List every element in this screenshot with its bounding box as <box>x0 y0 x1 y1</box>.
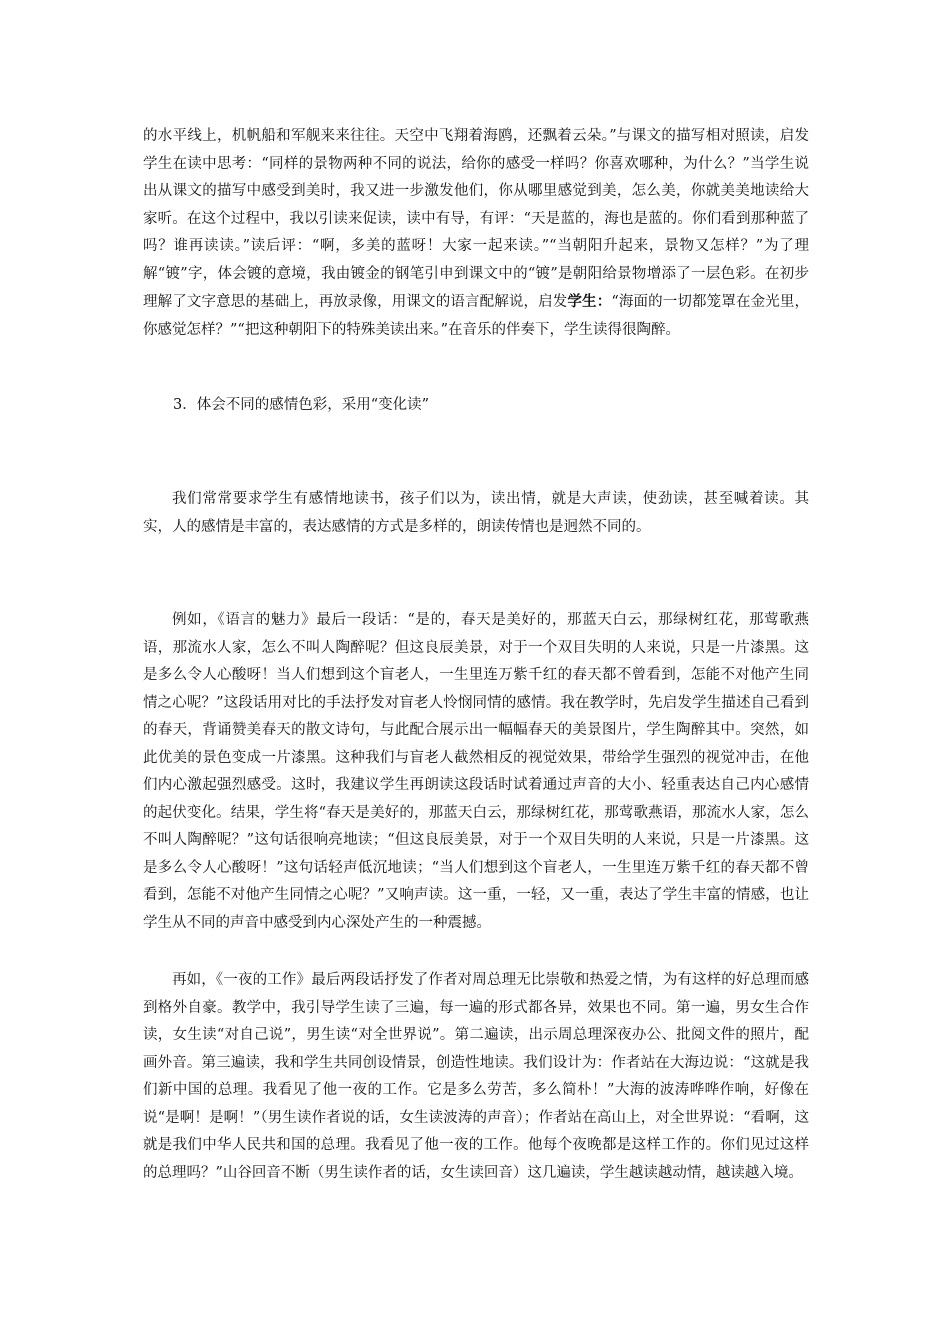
paragraph-1-text-a: 的水平线上，机帆船和军舰来来往往。天空中飞翔着海鸥，还飘着云朵。”与课文的描写相对照读，启发学生在读中思考：“同样的景物两种不同的说法，给你的感受一样吗？你喜欢哪种，为什么？”当学生说出从课文的描写中感受到美时，我又进一步激发他们，你从哪里感觉到美，怎么美，你就美美地读给大家听。在这个过程中，我以引读来促读，读中有导，有评：“天是蓝的，海也是蓝的。你们看到那种蓝了吗？谁再读读。”读后评：“啊，多美的蓝呀！大家一起来读。”“当朝阳升起来，景物又怎样？”为了理解“镀”字，体会镀的意境，我由镀金的钢笔引申到课文中的“镀”是朝阳给景物增添了一层色彩。在初步理解了文字意思的基础上，再放录像，用课文的语言配解说，启发 <box>143 128 809 310</box>
paragraph-4: 再如，《一夜的工作》最后两段话抒发了作者对周总理无比崇敬和热爱之情，为有这样的好总理而感到格外自豪。教学中，我引导学生读了三遍，每一遍的形式都各异，效果也不同。第一遍，男女生合作读，女生读“对自己说”，男生读“对全世界说”。第二遍读，出示周总理深夜办公、批阅文件的照片，配画外音。第三遍读，我和学生共同创设情景，创造性地读。我们设计为：作者站在大海边说：“这就是我们新中国的总理。我看见了他一夜的工作。它是多么劳苦，多么简朴！”大海的波涛哗哗作响，好像在说“是啊！是啊！”（男生读作者说的话，女生读波涛的声音）；作者站在高山上，对全世界说：“看啊，这就是我们中华人民共和国的总理。我看见了他一夜的工作。他每个夜晚都是这样工作的。你们见过这样的总理吗？”山谷回音不断（男生读作者的话，女生读回音）这几遍读，学生越读越动情，越读越入境。 <box>143 972 810 1181</box>
paragraph-1 <box>143 123 809 344</box>
paragraph-1-bold-text: 学生： <box>567 293 612 310</box>
section-heading-3: 3．体会不同的感情色彩，采用“变化读” <box>173 397 430 413</box>
paragraph-3: 例如，《语言的魅力》最后一段话：“是的，春天是美好的，那蓝天白云，那绿树红花，那莺歌燕语，那流水人家，怎么不叫人陶醉呢？但这良辰美景，对于一个双目失明的人来说，只是一片漆黑。这是多么令人心酸呀！当人们想到这个盲老人，一生里连万紫千红的春天都不曾看到，怎能不对他产生同情之心呢？”这段话用对比的手法抒发对盲老人怜悯同情的感情。我在教学时，先启发学生描述自己看到的春天，背诵赞美春天的散文诗句，与此配合展示出一幅幅春天的美景图片，学生陶醉其中。突然，如此优美的景色变成一片漆黑。这种我们与盲老人截然相反的视觉效果，带给学生强烈的视觉冲击，在他们内心激起强烈感受。这时，我建议学生再朗读这段话时试着通过声音的大小、轻重表达自己内心感情的起伏变化。结果，学生将“春天是美好的，那蓝天白云，那绿树红花，那莺歌燕语，那流水人家，怎么不叫人陶醉呢？”这句话很响亮地读；“但这良辰美景，对于一个双目失明的人来说，只是一片漆黑。这是多么令人心酸呀！”这句话轻声低沉地读；“当人们想到这个盲老人，一生里连万紫千红的春天都不曾看到，怎能不对他产生同情之心呢？”又响声读。这一重，一轻，又一重，表达了学生丰富的情感，也让学生从不同的声音中感受到内心深处产生的一种震撼。 <box>143 612 809 931</box>
paragraph-1-text-b: “海面的一切都笼罩在金光里，你感觉怎样？”“把这种朝阳下的特殊美读出来。”在音乐的伴奏下，学生读得很陶醉。 <box>143 294 809 338</box>
paragraph-2: 我们常常要求学生有感情地读书，孩子们以为，读出情，就是大声读，使劲读，甚至喊着读。其实，人的感情是丰富的，表达感情的方式是多样的，朗读传情也是迥然不同的。 <box>143 491 809 535</box>
